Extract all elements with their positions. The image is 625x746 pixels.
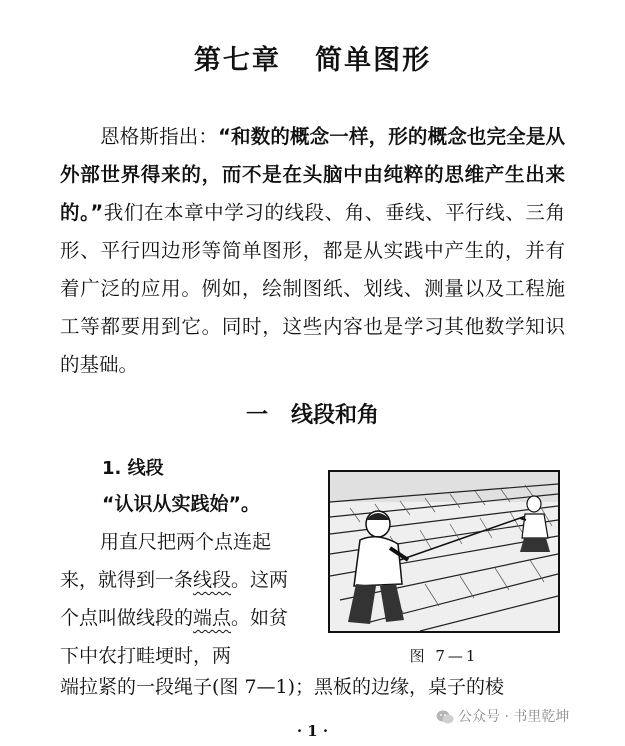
body-paragraph [60, 523, 300, 675]
intro-rest: 我们在本章中学习的线段、角、垂线、平行线、三角形、平行四边形等简单图形，都是从实践中产生的，并有着广泛的应用。例如，绘制图纸、划线、测量以及工程施工等都要用到它。同时，这些内容也是学习其他数学知识的基础。 [60, 201, 565, 376]
intro-paragraph [60, 118, 565, 384]
term-endpoint: 端点 [193, 607, 232, 629]
section-title: 一 线段和角 [246, 403, 379, 428]
intro-lead: 恩格斯指出： [100, 125, 219, 148]
subsection-title: 1. 线段 [102, 458, 164, 479]
body-last-line: 端拉紧的一段绳子(图 7—1)；黑板的边缘，桌子的棱 [60, 676, 505, 698]
watermark-text: 公众号 · 书里乾坤 [458, 709, 570, 725]
figure-7-1-illustration [328, 470, 560, 633]
farmers-stretching-rope-illustration [330, 472, 558, 631]
page-number: · 1 · [296, 722, 329, 740]
left-column [60, 455, 300, 675]
figure-caption: 图 7—1 [409, 647, 479, 665]
body-part-3: 。如贫下中农打畦埂时，两 [60, 607, 289, 667]
body-part-1: 用直尺把两个点连起来，就得到一条 [60, 531, 272, 591]
term-line-segment: 线段 [193, 569, 232, 591]
body-part-2: 。这两个点叫做线段的 [60, 569, 289, 629]
chapter-title: 第七章 简单图形 [193, 45, 432, 76]
engels-quote: “和数的概念一样，形的概念也完全是从外部世界得来的，而不是在头脑中由纯粹的思维产生出来的。” [60, 125, 565, 224]
quote-line: “认识从实践始”。 [102, 493, 260, 515]
